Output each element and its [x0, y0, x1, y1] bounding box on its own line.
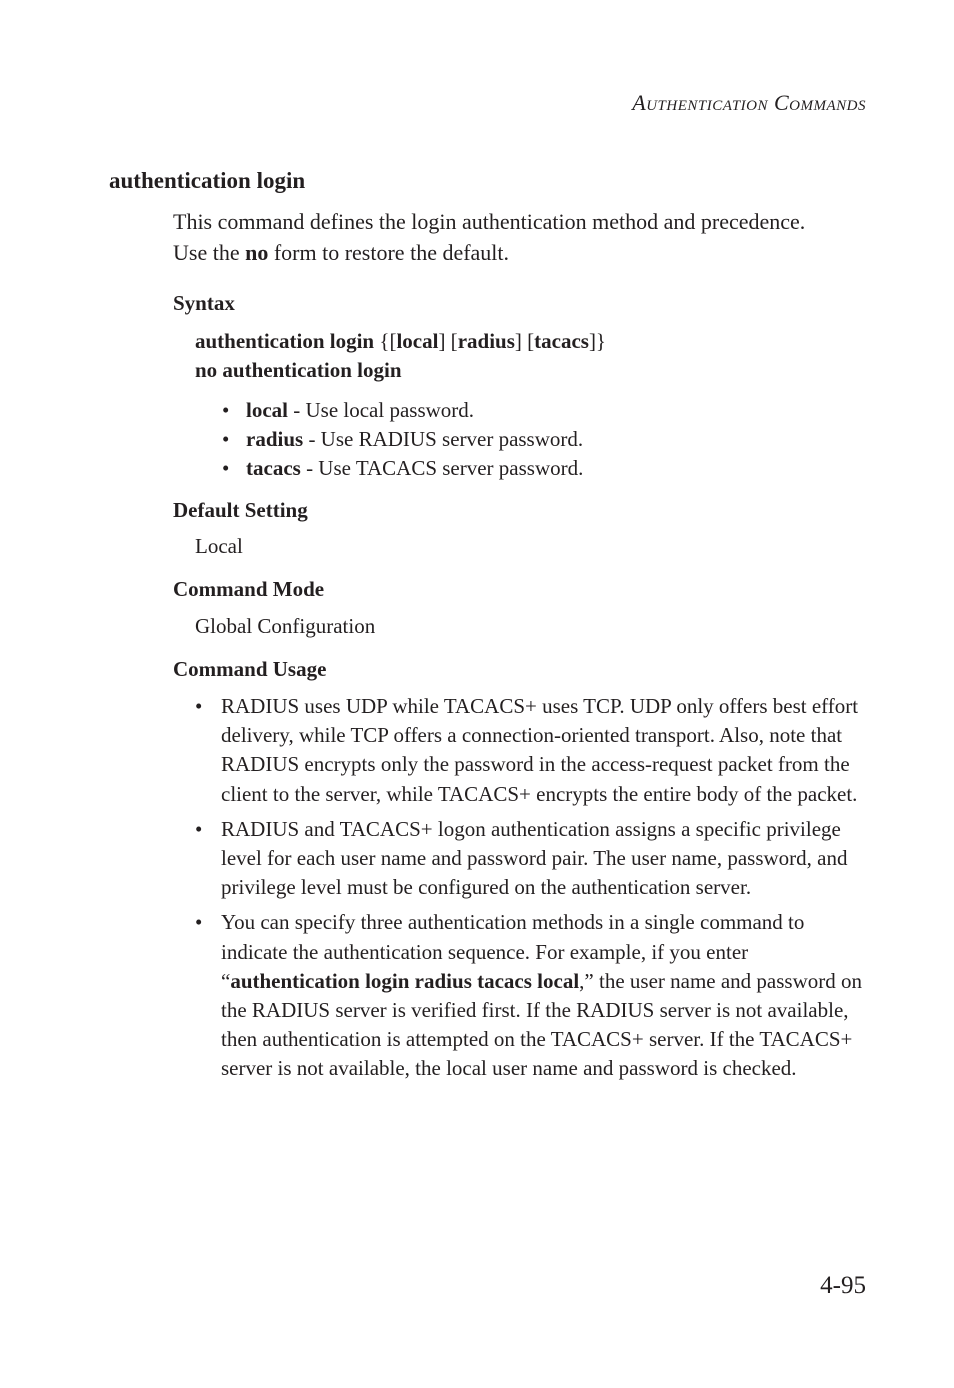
- command-usage-list: [195, 692, 870, 1090]
- section-title: authentication login: [109, 168, 306, 193]
- usage-example-command: authentication login radius tacacs local: [230, 968, 580, 993]
- list-item: [222, 454, 583, 483]
- command-usage-heading: Command Usage: [173, 657, 327, 681]
- default-setting-heading: Default Setting: [173, 498, 308, 522]
- usage-text: You can specify three authentication methods in a single command to indicate the authentication sequence. For example, if you enter “: [221, 910, 805, 993]
- syntax-command-line: [195, 327, 606, 356]
- list-item: [222, 425, 583, 454]
- syntax-cmd: authentication login: [195, 329, 375, 353]
- usage-text: RADIUS uses UDP while TACACS+ uses TCP. UDP only offers best effort delivery, while TCP offers a connection-oriented transport. Also, note that RADIUS encrypts only the password in the access-request packet from the client to the server, while TACACS+ encrypts the entire body of the packet.: [221, 694, 859, 806]
- param-name: radius: [246, 427, 304, 451]
- command-mode-heading: Command Mode: [173, 577, 325, 601]
- syntax-block: [195, 327, 606, 385]
- syntax-heading: Syntax: [173, 291, 235, 315]
- list-item: [195, 815, 870, 903]
- list-item: [195, 908, 870, 1083]
- syntax-sep: ] [: [438, 329, 458, 353]
- syntax-opt-radius: radius: [457, 329, 515, 353]
- intro-line-2-pre: Use the: [173, 240, 246, 265]
- list-item: [195, 692, 870, 809]
- param-name: local: [246, 398, 288, 422]
- param-desc: - Use local password.: [288, 398, 475, 422]
- intro-paragraph: [173, 206, 873, 268]
- syntax-sep: ]}: [588, 329, 607, 353]
- running-head: Authentication Commands: [632, 90, 866, 115]
- usage-text: RADIUS and TACACS+ logon authentication assigns a specific privilege level for each user name and password pair. The user name, password, and privilege level must be configured on the authentication server.: [221, 816, 848, 900]
- syntax-opt-tacacs: tacacs: [534, 329, 589, 353]
- intro-line-2-post: form to restore the default.: [268, 240, 510, 265]
- param-name: tacacs: [246, 456, 301, 480]
- page-number: 4-95: [820, 1272, 866, 1299]
- intro-no-keyword: no: [245, 240, 269, 265]
- parameter-list: [222, 396, 583, 483]
- usage-text: ,” the user name and password on the RADIUS server is verified first. If the RADIUS server is not available, then authentication is attempted on the TACACS+ server. If the TACACS+ server is not available, the local user name and password is checked.: [221, 968, 863, 1081]
- default-setting-value: Local: [195, 534, 243, 558]
- intro-line-1: This command defines the login authentication method and precedence.: [173, 209, 806, 234]
- param-desc: - Use RADIUS server password.: [303, 427, 584, 451]
- syntax-sep: {[: [374, 329, 397, 353]
- syntax-no-cmd: no authentication login: [195, 358, 402, 382]
- list-item: [222, 396, 583, 425]
- param-desc: - Use TACACS server password.: [300, 456, 584, 480]
- syntax-opt-local: local: [396, 329, 439, 353]
- syntax-no-command: [195, 356, 606, 385]
- command-mode-value: Global Configuration: [195, 614, 376, 638]
- intro-line-2: [173, 237, 873, 268]
- syntax-sep: ] [: [514, 329, 535, 353]
